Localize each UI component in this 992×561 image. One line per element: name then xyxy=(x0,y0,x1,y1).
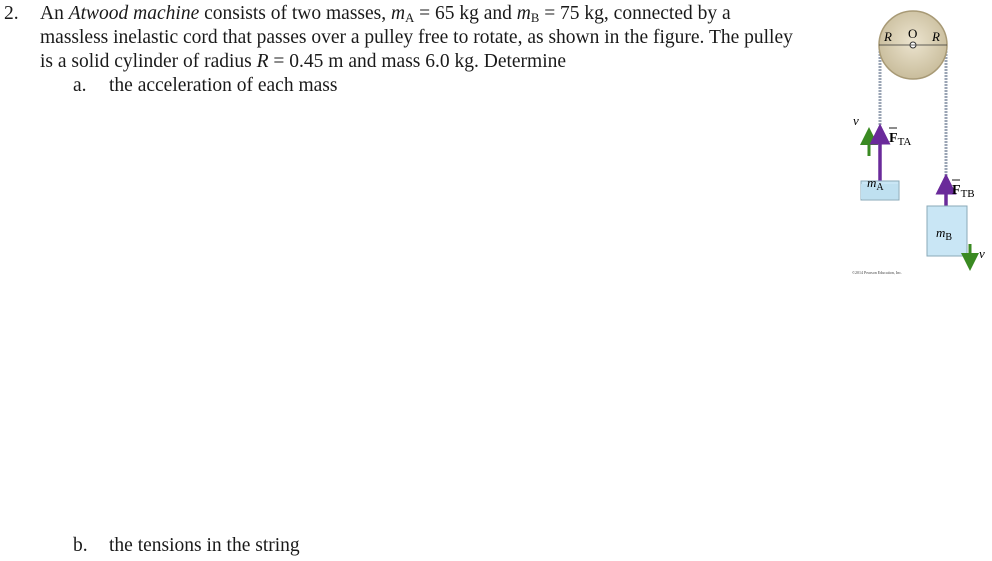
pulley-label-right-R: R xyxy=(932,29,940,44)
tension-b-label: $F_{TB}$ xyxy=(952,183,975,200)
problem-line-2: massless inelastic cord that passes over a pulley free to rotate, as shown in the figure. The pulley xyxy=(40,27,793,48)
atwood-diagram xyxy=(842,0,992,290)
atwood-figure xyxy=(842,0,992,290)
tension-a-label: $F_{TA}$ xyxy=(889,131,912,148)
part-a-label: a. xyxy=(73,75,87,96)
part-a xyxy=(73,74,337,98)
mass-a-label: $m_A$ xyxy=(867,175,884,193)
velocity-right-label: v xyxy=(979,246,985,261)
velocity-left-label: v xyxy=(853,113,859,128)
problem-number: 2. xyxy=(4,3,19,24)
copyright-text: ©2014 Pearson Education, Inc. xyxy=(852,270,903,275)
part-b-label: b. xyxy=(73,535,88,556)
part-a-text: the acceleration of each mass xyxy=(109,75,338,96)
mass-b-box xyxy=(927,206,967,256)
problem-line-1: 2. An Atwood machine consists of two masses, $m_A = 65$ kg and $m_B = 75$ kg, connected by a xyxy=(4,3,731,26)
part-b-text: the tensions in the string xyxy=(109,535,300,556)
atwood-term: Atwood machine xyxy=(68,3,200,24)
part-b xyxy=(73,534,300,558)
mass-b-label: $m_B$ xyxy=(936,225,953,243)
pulley-label-O: O xyxy=(908,26,918,41)
pulley-label-left-R: R xyxy=(884,29,892,44)
problem-line-3: is a solid cylinder of radius R = 0.45 m and mass 6.0 kg. Determine xyxy=(40,51,567,72)
